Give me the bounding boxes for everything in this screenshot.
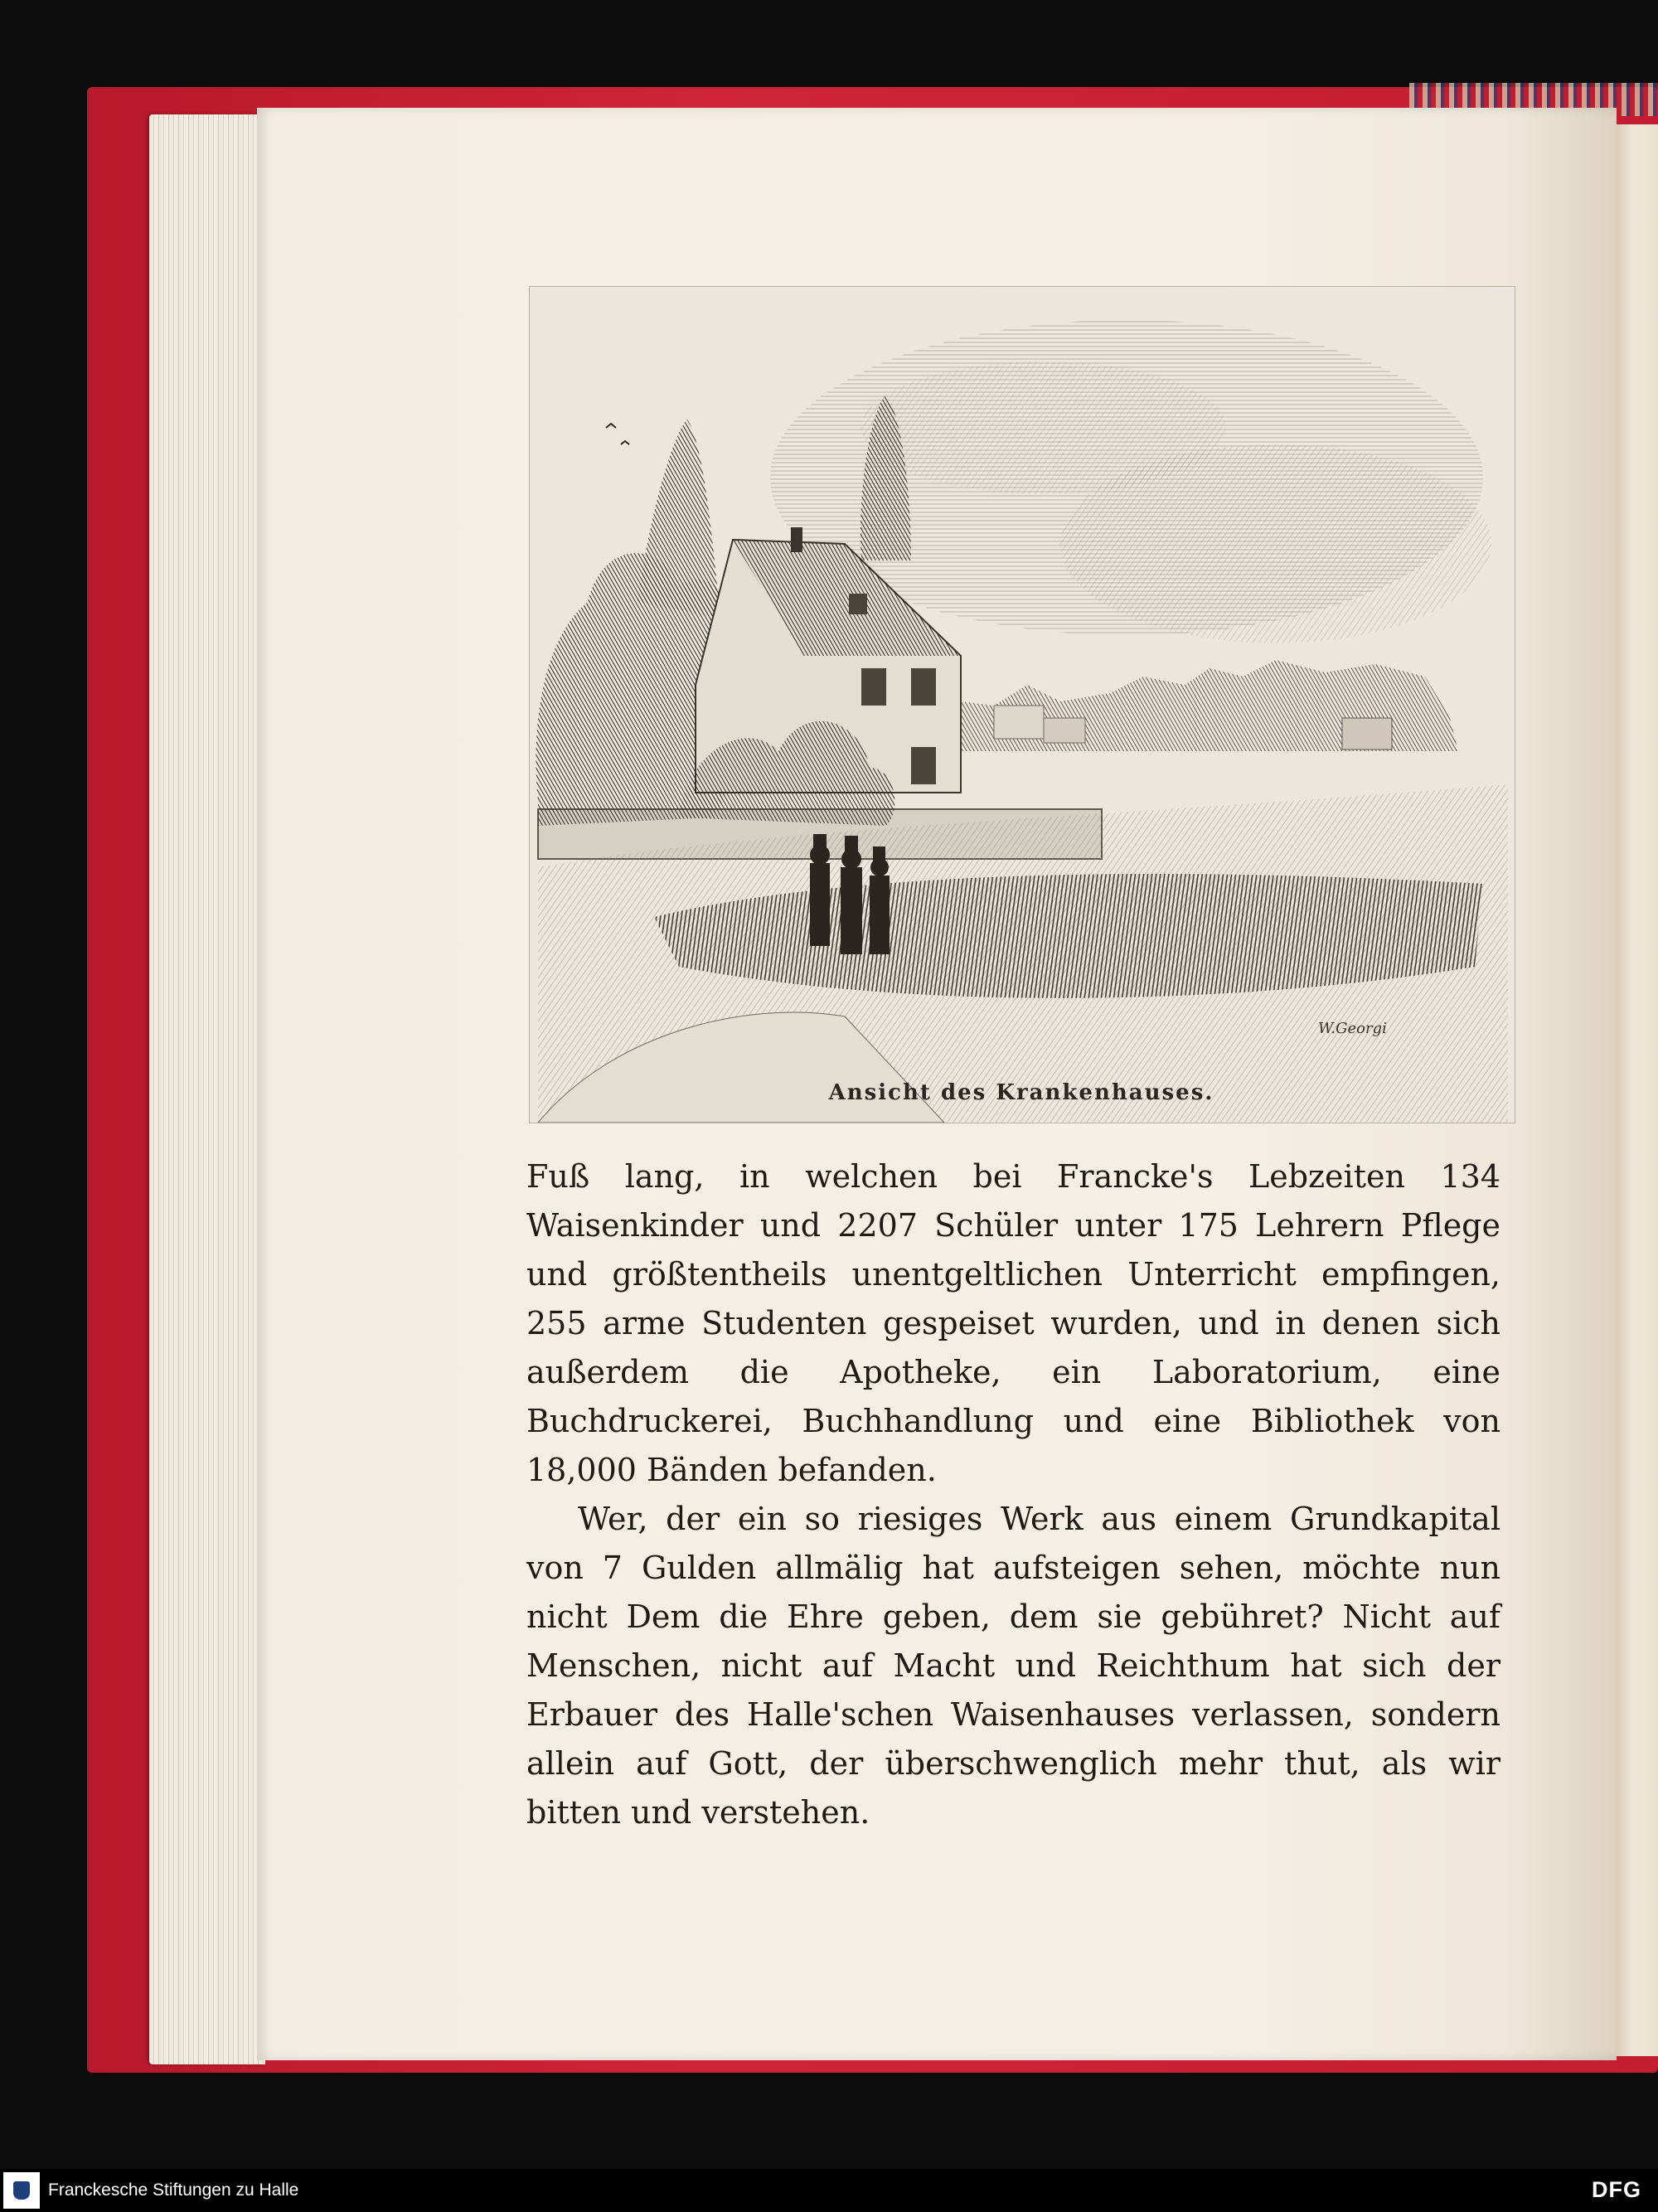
footer-bar [0,2169,1658,2212]
paragraph: Wer, der ein so riesiges Werk aus einem Grundkapital von 7 Gulden allmälig hat aufsteigen sehen, möchte nun nicht Dem die Ehre geben, dem sie gebühret? Nicht auf Menschen, nicht auf Macht und Reichthum hat sich der Erbauer des Halle'schen Waisenhauses verlassen, sondern allein auf Gott, der überschwenglich mehr thut, als wir bitten und verstehen. [526,1501,1500,1831]
engraver-signature: W.Georgi [1318,1020,1387,1037]
franckesche-stiftungen-logo-icon[interactable] [3,2172,40,2209]
institution-link[interactable]: Franckesche Stiftungen zu Halle [48,2180,299,2200]
page-gutter [1617,124,1658,2056]
page-stack-edges [149,114,265,2064]
paragraph: Fuß lang, in welchen bei Francke's Lebzeiten 134 Waisenkinder und 2207 Schüler unter 175 Lehrern Pflege und größtentheils unentgeltlichen Unterricht empfingen, 255 arme Studenten gespeiset wurden, und in denen sich außerdem die Apotheke, ein Laboratorium, eine Buchdruckerei, Buchhandlung und eine Bibliothek von 18,000 Bänden befanden. [526,1158,1500,1488]
engraving-illustration [529,286,1515,1123]
illustration-caption: Ansicht des Krankenhauses. [828,1080,1214,1105]
dfg-logo[interactable]: DFG [1592,2177,1641,2202]
body-text [526,1152,1500,1837]
